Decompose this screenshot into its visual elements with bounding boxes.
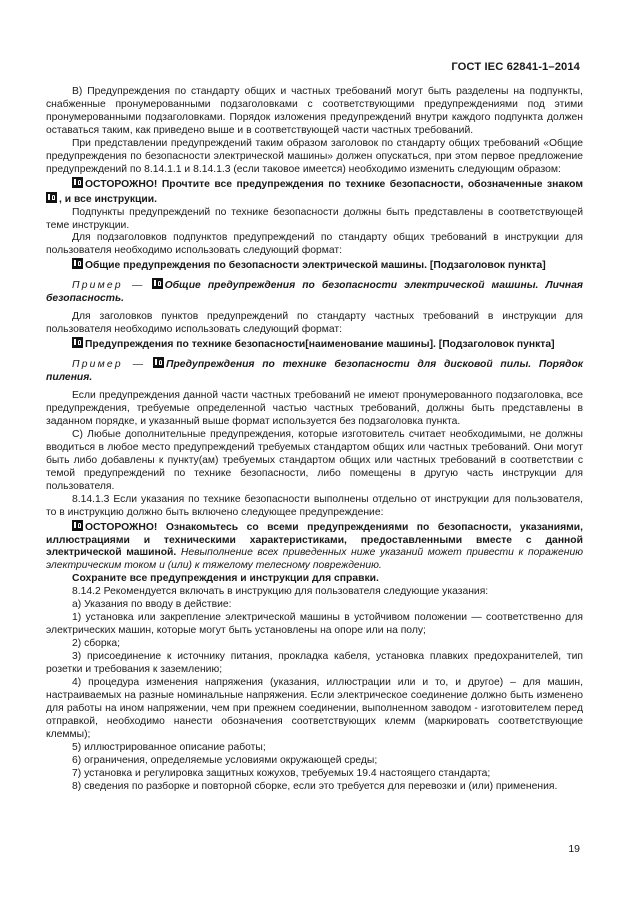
- list-item-4: 4) процедура изменения напряжения (указания, иллюстрации или и то, и другое) – для машин, настраиваемых на разные номинальные напряжения. Если электрическое соединение должно быть изменено для работы на ином напряжении, чем при прежнем соединении, выполненном заводом - изготовителем перед отправкой, необходимо нанести обозначения соответствующих клемм (маркировать соответствующие клеммы);: [46, 676, 583, 740]
- page-number: 19: [568, 843, 580, 855]
- manual-book-icon: [72, 337, 83, 348]
- example-1: Пример — Общие предупреждения по безопасности электрической машины. Личная безопасность.: [46, 280, 584, 305]
- paragraph-8-14-1-3: 8.14.1.3 Если указания по технике безопасности выполнены отдельно от инструкции для пользователя, то в инструкцию должно быть включено следующее предупреждение:: [46, 493, 583, 518]
- paragraph-presentation: При представлении предупреждений таким образом заголовок по стандарту общих требований «Общие предупреждения по безопасности электрической машины» должен опускаться, при этом первое предложение предупреждений по 8.14.1.1 и 8.14.1.3 (если таковое имеется) необходимо изменить следующим образом:: [46, 137, 583, 175]
- list-item-8: 8) сведения по разборке и повторной сборке, если это требуется для перевозки и (или) применения.: [72, 780, 558, 792]
- manual-book-icon: [72, 258, 83, 269]
- manual-book-icon: [152, 278, 163, 289]
- standard-header: ГОСТ IEC 62841-1–2014: [451, 61, 580, 73]
- manual-book-icon: [72, 177, 83, 188]
- paragraph-general-subheadings: Для подзаголовков подпунктов предупреждений по стандарту общих требований в инструкции для пользователя необходимо использовать следующий формат:: [46, 232, 583, 257]
- paragraph-particular-headings: Для заголовков пунктов предупреждений по стандарту частных требований в инструкции для пользователя необходимо использовать следующий формат:: [46, 311, 583, 336]
- manual-book-icon: [153, 357, 164, 368]
- list-item-6: 6) ограничения, определяемые условиями окружающей среды;: [72, 754, 378, 766]
- example-label: Пример —: [72, 280, 145, 292]
- paragraph-c: C) Любые дополнительные предупреждения, которые изготовитель считает необходимыми, не должны вводиться в любое место предупреждений требуемых стандартом общих или частных требований. Они могут быть либо добавлены к пункту(ам) требуемых стандартом общих или частных требований в соответствии с темой предупреждений по технике безопасности, либо помещены в другую часть инструкции для пользователя.: [46, 428, 583, 492]
- warning-familiarize: ОСТОРОЖНО! Ознакомьтесь со всеми предупреждениями по безопасности, указаниями, иллюстрациями и техническими характеристиками, предоставленными вместе с данной электрической машиной. Невыполнение всех приведенных ниже указаний может привести к поражению электрическим током и (или) к тяжелому телесному повреждению.: [46, 521, 583, 572]
- document-body: [46, 86, 583, 794]
- paragraph-no-subheading: Если предупреждения данной части частных требований не имеют пронумерованного подзаголовка, все предупреждения, требуемые определенной частью частных требований, должны быть представлены в заданном порядке, и указанный выше формат используется без подзаголовка пункта.: [46, 390, 583, 427]
- manual-book-icon: [72, 520, 83, 531]
- list-item-3: 3) присоединение к источнику питания, прокладка кабеля, установка плавких предохранителей, тип розетки и требования к заземлению;: [46, 651, 583, 676]
- format-particular: Предупреждения по технике безопасности[наименование машины]. [Подзаголовок пункта]: [46, 337, 583, 352]
- example-label: Пример —: [72, 359, 146, 371]
- format-general: Общие предупреждения по безопасности электрической машины. [Подзаголовок пункта]: [46, 258, 583, 273]
- paragraph-subclauses: Подпункты предупреждений по технике безопасности должны быть представлены в соответствующей теме инструкции.: [46, 206, 583, 231]
- list-item-7: 7) установка и регулировка защитных кожухов, требуемых 19.4 настоящего стандарта;: [72, 767, 491, 779]
- list-item-1: 1) установка или закрепление электрической машины в устойчивом положении — соответственно для электрических машин, которые могут быть установлены на опоре или на полу;: [46, 612, 583, 637]
- warning-read-all: ОСТОРОЖНО! Прочтите все предупреждения по технике безопасности, обозначенные знаком , и все инструкции.: [46, 177, 583, 207]
- keep-instructions: Сохраните все предупреждения и инструкции для справки.: [72, 573, 379, 585]
- paragraph-8-14-2: 8.14.2 Рекомендуется включать в инструкцию для пользователя следующие указания:: [72, 586, 489, 598]
- list-item-2: 2) сборка;: [72, 638, 121, 650]
- paragraph-b: B) Предупреждения по стандарту общих и частных требований могут быть разделены на подпункты, снабженные пронумерованными подзаголовками с соответствующими предупреждениями под этими пронумерованными подзаголовками. Порядок изложения предупреждений внутри каждого подпункта должен оставаться таким, как приведено выше и в соответствующей части частных требований.: [46, 86, 583, 136]
- manual-book-icon: [46, 192, 57, 203]
- list-item-5: 5) иллюстрированное описание работы;: [72, 741, 266, 753]
- list-heading-a: а) Указания по вводу в действие:: [72, 599, 232, 611]
- example-2: Пример — Предупреждения по технике безопасности для дисковой пилы. Порядок пиления.: [46, 359, 584, 384]
